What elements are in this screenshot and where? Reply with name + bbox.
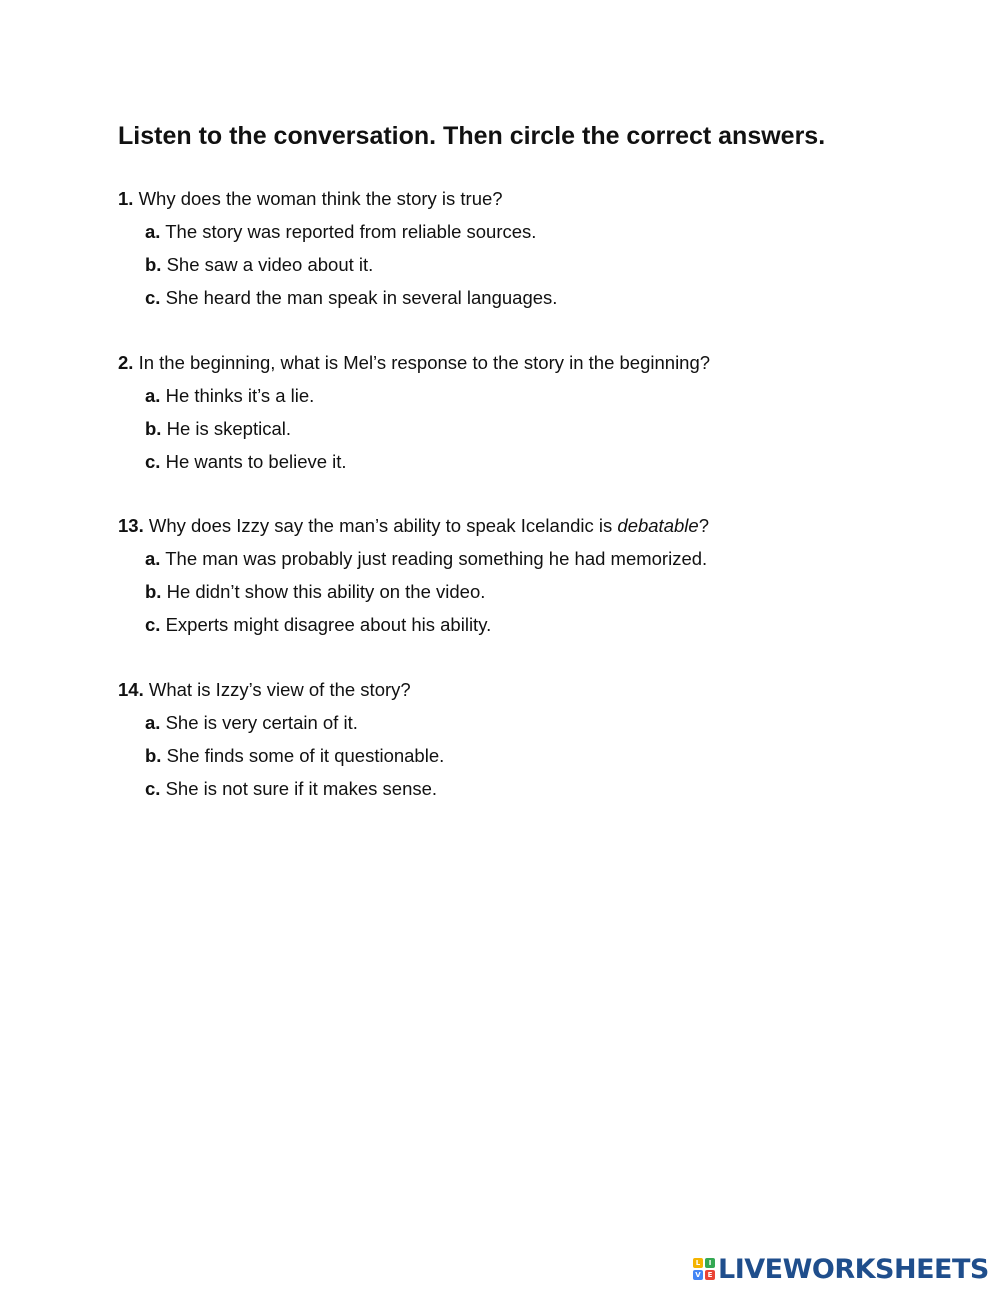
question-14 (118, 679, 411, 701)
liveworksheets-logo (693, 1252, 989, 1286)
option-13c[interactable] (145, 614, 491, 636)
question-13 (118, 515, 709, 537)
option-text: Experts might disagree about his ability. (160, 614, 492, 635)
option-text: He is skeptical. (161, 418, 291, 439)
logo-mark-tile: I (705, 1258, 715, 1268)
logo-mark-tile: V (693, 1270, 703, 1280)
option-label: b. (145, 581, 162, 602)
question-text: In the beginning, what is Mel’s response to the story in the beginning? (133, 352, 711, 373)
option-text: She is not sure if it makes sense. (160, 778, 438, 799)
option-text: She heard the man speak in several languages. (160, 287, 558, 308)
question-number: 14. (118, 679, 144, 700)
option-14b[interactable] (145, 745, 444, 767)
option-label: a. (145, 548, 161, 569)
logo-mark-icon (693, 1258, 715, 1280)
option-13b[interactable] (145, 581, 485, 603)
option-text: The story was reported from reliable sources. (160, 221, 537, 242)
option-label: a. (145, 712, 161, 733)
option-label: b. (145, 418, 162, 439)
option-label: c. (145, 451, 161, 472)
option-2b[interactable] (145, 418, 291, 440)
option-text: He didn’t show this ability on the video. (161, 581, 486, 602)
option-text: She saw a video about it. (161, 254, 374, 275)
question-1 (118, 188, 503, 210)
option-label: c. (145, 614, 161, 635)
option-1a[interactable] (145, 221, 536, 243)
option-label: a. (145, 385, 161, 406)
option-14c[interactable] (145, 778, 437, 800)
option-text: She finds some of it questionable. (161, 745, 445, 766)
option-14a[interactable] (145, 712, 358, 734)
option-13a[interactable] (145, 548, 707, 570)
option-text: She is very certain of it. (160, 712, 358, 733)
logo-text: LIVEWORKSHEETS (718, 1253, 989, 1285)
option-label: c. (145, 778, 161, 799)
logo-mark-tile: E (705, 1270, 715, 1280)
option-1b[interactable] (145, 254, 373, 276)
question-number: 2. (118, 352, 134, 373)
option-text: He thinks it’s a lie. (160, 385, 315, 406)
option-text: The man was probably just reading something he had memorized. (160, 548, 708, 569)
option-1c[interactable] (145, 287, 557, 309)
question-number: 13. (118, 515, 144, 536)
worksheet-title: Listen to the conversation. Then circle the correct answers. (118, 122, 826, 150)
option-text: He wants to believe it. (160, 451, 347, 472)
option-label: b. (145, 254, 162, 275)
question-2 (118, 352, 710, 374)
option-label: c. (145, 287, 161, 308)
logo-mark-tile: L (693, 1258, 703, 1268)
option-label: a. (145, 221, 161, 242)
question-text: What is Izzy’s view of the story? (143, 679, 411, 700)
question-text: Why does the woman think the story is true? (133, 188, 503, 209)
option-label: b. (145, 745, 162, 766)
question-number: 1. (118, 188, 134, 209)
option-2a[interactable] (145, 385, 314, 407)
question-text-italic: debatable (617, 515, 699, 536)
question-text: Why does Izzy say the man’s ability to speak Icelandic is (143, 515, 618, 536)
option-2c[interactable] (145, 451, 347, 473)
question-text-end: ? (698, 515, 709, 536)
